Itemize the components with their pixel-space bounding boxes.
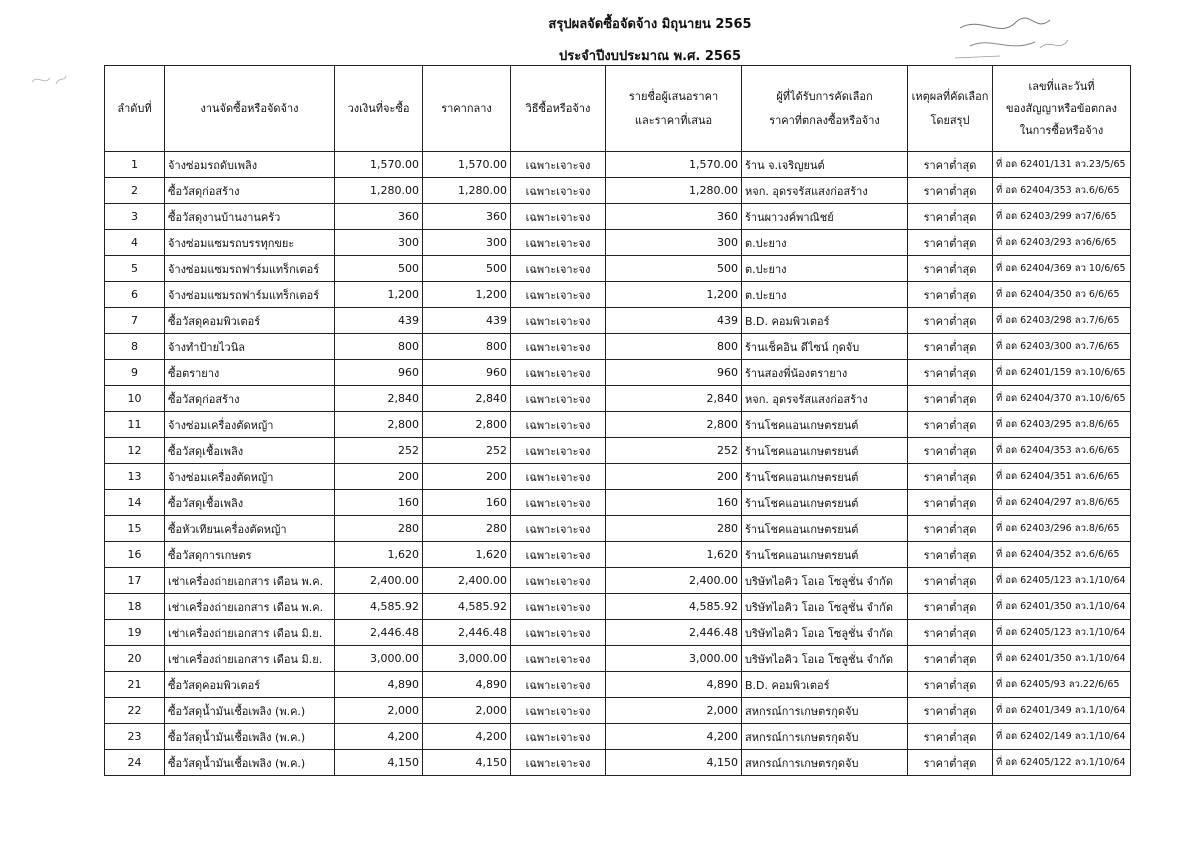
row-vendor: สหกรณ์การเกษตรกุดจับ bbox=[742, 698, 908, 724]
row-budget: 1,570.00 bbox=[335, 152, 423, 178]
row-item: ซื้อวัสดุการเกษตร bbox=[165, 542, 335, 568]
row-bid-price: 800 bbox=[606, 334, 742, 360]
table-header-row bbox=[105, 66, 1131, 152]
row-item: เช่าเครื่องถ่ายเอกสาร เดือน พ.ค. bbox=[165, 568, 335, 594]
table-row bbox=[105, 256, 1131, 282]
row-contract: ที่ อด 62402/149 ลว.1/10/64 bbox=[993, 724, 1131, 750]
row-contract: ที่ อด 62403/298 ลว.7/6/65 bbox=[993, 308, 1131, 334]
header-contract-line1: เลขที่และวันที่ bbox=[1028, 79, 1095, 93]
row-contract: ที่ อด 62404/353 ลว.6/6/65 bbox=[993, 178, 1131, 204]
row-bid-price: 960 bbox=[606, 360, 742, 386]
row-bid-price: 4,200 bbox=[606, 724, 742, 750]
row-budget: 500 bbox=[335, 256, 423, 282]
row-vendor: ร้านเช็คอิน ดีไซน์ กุดจับ bbox=[742, 334, 908, 360]
row-median-price: 439 bbox=[423, 308, 511, 334]
row-number: 12 bbox=[105, 438, 165, 464]
procurement-table bbox=[104, 65, 1131, 776]
table-row bbox=[105, 464, 1131, 490]
row-method: เฉพาะเจาะจง bbox=[511, 438, 606, 464]
row-median-price: 300 bbox=[423, 230, 511, 256]
row-bid-price: 160 bbox=[606, 490, 742, 516]
row-number: 13 bbox=[105, 464, 165, 490]
row-contract: ที่ อด 62404/353 ลว.6/6/65 bbox=[993, 438, 1131, 464]
table-row bbox=[105, 308, 1131, 334]
row-budget: 2,800 bbox=[335, 412, 423, 438]
table-row bbox=[105, 204, 1131, 230]
row-vendor: ร้านสองพี่น้องตรายาง bbox=[742, 360, 908, 386]
row-method: เฉพาะเจาะจง bbox=[511, 308, 606, 334]
row-median-price: 2,000 bbox=[423, 698, 511, 724]
row-number: 6 bbox=[105, 282, 165, 308]
header-median-price: ราคากลาง bbox=[423, 66, 511, 152]
row-vendor: ต.ปะยาง bbox=[742, 230, 908, 256]
row-contract: ที่ อด 62404/297 ลว.8/6/65 bbox=[993, 490, 1131, 516]
table-row bbox=[105, 178, 1131, 204]
header-bidders bbox=[606, 66, 742, 152]
header-budget: วงเงินที่จะซื้อ bbox=[335, 66, 423, 152]
document-title: สรุปผลจัดซื้อจัดจ้าง มิถุนายน 2565 bbox=[548, 17, 752, 32]
table-row bbox=[105, 360, 1131, 386]
row-contract: ที่ อด 62401/159 ลว.10/6/65 bbox=[993, 360, 1131, 386]
row-item: ซื้อวัสดุก่อสร้าง bbox=[165, 178, 335, 204]
header-reason-line2: โดยสรุป bbox=[930, 113, 970, 127]
row-method: เฉพาะเจาะจง bbox=[511, 672, 606, 698]
row-vendor: ร้านโชคแอนเกษตรยนต์ bbox=[742, 464, 908, 490]
row-reason: ราคาต่ำสุด bbox=[908, 152, 993, 178]
row-method: เฉพาะเจาะจง bbox=[511, 594, 606, 620]
row-method: เฉพาะเจาะจง bbox=[511, 464, 606, 490]
row-median-price: 252 bbox=[423, 438, 511, 464]
row-item: ซื้อวัสดุเชื้อเพลิง bbox=[165, 438, 335, 464]
row-vendor: ต.ปะยาง bbox=[742, 282, 908, 308]
row-number: 10 bbox=[105, 386, 165, 412]
row-bid-price: 4,150 bbox=[606, 750, 742, 776]
row-median-price: 3,000.00 bbox=[423, 646, 511, 672]
row-vendor: ร้านผาวงค์พาณิชย์ bbox=[742, 204, 908, 230]
row-method: เฉพาะเจาะจง bbox=[511, 412, 606, 438]
row-contract: ที่ อด 62405/123 ลว.1/10/64 bbox=[993, 568, 1131, 594]
row-budget: 2,000 bbox=[335, 698, 423, 724]
row-reason: ราคาต่ำสุด bbox=[908, 178, 993, 204]
table-row bbox=[105, 152, 1131, 178]
row-vendor: B.D. คอมพิวเตอร์ bbox=[742, 308, 908, 334]
header-bidders-line2: และราคาที่เสนอ bbox=[634, 113, 713, 127]
row-number: 14 bbox=[105, 490, 165, 516]
row-median-price: 1,570.00 bbox=[423, 152, 511, 178]
table-body bbox=[105, 152, 1131, 776]
row-budget: 439 bbox=[335, 308, 423, 334]
table-row bbox=[105, 334, 1131, 360]
row-item: ซื้อวัสดุน้ำมันเชื้อเพลิง (พ.ค.) bbox=[165, 698, 335, 724]
row-contract: ที่ อด 62401/350 ลว.1/10/64 bbox=[993, 646, 1131, 672]
row-reason: ราคาต่ำสุด bbox=[908, 568, 993, 594]
document-subtitle: ประจำปีงบประมาณ พ.ศ. 2565 bbox=[558, 49, 742, 64]
row-number: 2 bbox=[105, 178, 165, 204]
row-reason: ราคาต่ำสุด bbox=[908, 386, 993, 412]
row-budget: 160 bbox=[335, 490, 423, 516]
row-vendor: ร้านโชคแอนเกษตรยนต์ bbox=[742, 412, 908, 438]
row-method: เฉพาะเจาะจง bbox=[511, 152, 606, 178]
row-reason: ราคาต่ำสุด bbox=[908, 256, 993, 282]
row-reason: ราคาต่ำสุด bbox=[908, 724, 993, 750]
row-contract: ที่ อด 62401/350 ลว.1/10/64 bbox=[993, 594, 1131, 620]
row-reason: ราคาต่ำสุด bbox=[908, 204, 993, 230]
row-median-price: 500 bbox=[423, 256, 511, 282]
table-row bbox=[105, 646, 1131, 672]
row-bid-price: 439 bbox=[606, 308, 742, 334]
row-reason: ราคาต่ำสุด bbox=[908, 438, 993, 464]
row-median-price: 2,400.00 bbox=[423, 568, 511, 594]
row-method: เฉพาะเจาะจง bbox=[511, 724, 606, 750]
row-method: เฉพาะเจาะจง bbox=[511, 256, 606, 282]
row-budget: 4,585.92 bbox=[335, 594, 423, 620]
row-item: จ้างซ่อมเครื่องตัดหญ้า bbox=[165, 412, 335, 438]
row-median-price: 2,800 bbox=[423, 412, 511, 438]
row-item: จ้างซ่อมแซมรถฟาร์มแทร็กเตอร์ bbox=[165, 256, 335, 282]
row-item: ซื้อตรายาง bbox=[165, 360, 335, 386]
row-method: เฉพาะเจาะจง bbox=[511, 490, 606, 516]
row-number: 1 bbox=[105, 152, 165, 178]
row-contract: ที่ อด 62401/131 ลว.23/5/65 bbox=[993, 152, 1131, 178]
row-vendor: ร้านโชคแอนเกษตรยนต์ bbox=[742, 438, 908, 464]
row-contract: ที่ อด 62405/122 ลว.1/10/64 bbox=[993, 750, 1131, 776]
row-item: จ้างทำป้ายไวนิล bbox=[165, 334, 335, 360]
header-reason-line1: เหตุผลที่คัดเลือก bbox=[911, 89, 989, 103]
header-selected-line1: ผู้ที่ได้รับการคัดเลือก bbox=[776, 89, 873, 103]
row-number: 5 bbox=[105, 256, 165, 282]
row-bid-price: 200 bbox=[606, 464, 742, 490]
row-budget: 960 bbox=[335, 360, 423, 386]
row-bid-price: 500 bbox=[606, 256, 742, 282]
row-vendor: บริษัทไอคิว โอเอ โซลูชั่น จำกัด bbox=[742, 620, 908, 646]
table-row bbox=[105, 750, 1131, 776]
row-vendor: ร้าน จ.เจริญยนต์ bbox=[742, 152, 908, 178]
row-vendor: หจก. อุดรจรัสแสงก่อสร้าง bbox=[742, 386, 908, 412]
row-contract: ที่ อด 62404/352 ลว.6/6/65 bbox=[993, 542, 1131, 568]
row-contract: ที่ อด 62404/351 ลว.6/6/65 bbox=[993, 464, 1131, 490]
row-item: เช่าเครื่องถ่ายเอกสาร เดือน มิ.ย. bbox=[165, 620, 335, 646]
table-row bbox=[105, 620, 1131, 646]
row-item: ซื้อวัสดุคอมพิวเตอร์ bbox=[165, 308, 335, 334]
row-reason: ราคาต่ำสุด bbox=[908, 516, 993, 542]
row-number: 15 bbox=[105, 516, 165, 542]
row-number: 19 bbox=[105, 620, 165, 646]
row-median-price: 960 bbox=[423, 360, 511, 386]
row-method: เฉพาะเจาะจง bbox=[511, 750, 606, 776]
row-median-price: 360 bbox=[423, 204, 511, 230]
row-method: เฉพาะเจาะจง bbox=[511, 360, 606, 386]
row-number: 24 bbox=[105, 750, 165, 776]
row-budget: 2,400.00 bbox=[335, 568, 423, 594]
row-vendor: ร้านโชคแอนเกษตรยนต์ bbox=[742, 516, 908, 542]
row-number: 9 bbox=[105, 360, 165, 386]
row-number: 20 bbox=[105, 646, 165, 672]
row-contract: ที่ อด 62404/369 ลว 10/6/65 bbox=[993, 256, 1131, 282]
row-vendor: สหกรณ์การเกษตรกุดจับ bbox=[742, 724, 908, 750]
row-contract: ที่ อด 62405/123 ลว.1/10/64 bbox=[993, 620, 1131, 646]
row-number: 22 bbox=[105, 698, 165, 724]
row-reason: ราคาต่ำสุด bbox=[908, 230, 993, 256]
row-method: เฉพาะเจาะจง bbox=[511, 386, 606, 412]
row-reason: ราคาต่ำสุด bbox=[908, 750, 993, 776]
row-budget: 360 bbox=[335, 204, 423, 230]
row-method: เฉพาะเจาะจง bbox=[511, 620, 606, 646]
row-budget: 4,890 bbox=[335, 672, 423, 698]
row-vendor: หจก. อุดรจรัสแสงก่อสร้าง bbox=[742, 178, 908, 204]
row-bid-price: 4,585.92 bbox=[606, 594, 742, 620]
row-reason: ราคาต่ำสุด bbox=[908, 594, 993, 620]
row-median-price: 800 bbox=[423, 334, 511, 360]
row-budget: 4,150 bbox=[335, 750, 423, 776]
row-budget: 2,840 bbox=[335, 386, 423, 412]
row-contract: ที่ อด 62403/299 ลว7/6/65 bbox=[993, 204, 1131, 230]
row-item: ซื้อวัสดุก่อสร้าง bbox=[165, 386, 335, 412]
row-median-price: 200 bbox=[423, 464, 511, 490]
row-budget: 300 bbox=[335, 230, 423, 256]
row-median-price: 280 bbox=[423, 516, 511, 542]
row-budget: 200 bbox=[335, 464, 423, 490]
table-row bbox=[105, 412, 1131, 438]
table-row bbox=[105, 698, 1131, 724]
row-median-price: 4,200 bbox=[423, 724, 511, 750]
header-contract-line2: ของสัญญาหรือข้อตกลง bbox=[1006, 101, 1117, 115]
row-budget: 252 bbox=[335, 438, 423, 464]
row-reason: ราคาต่ำสุด bbox=[908, 334, 993, 360]
margin-mark-left bbox=[28, 70, 68, 90]
header-no: ลำดับที่ bbox=[105, 66, 165, 152]
row-bid-price: 360 bbox=[606, 204, 742, 230]
row-budget: 1,280.00 bbox=[335, 178, 423, 204]
handwritten-signature-top-right bbox=[940, 8, 1080, 68]
row-method: เฉพาะเจาะจง bbox=[511, 282, 606, 308]
header-bidders-line1: รายชื่อผู้เสนอราคา bbox=[628, 89, 719, 103]
row-reason: ราคาต่ำสุด bbox=[908, 620, 993, 646]
row-bid-price: 4,890 bbox=[606, 672, 742, 698]
row-item: จ้างซ่อมแซมรถฟาร์มแทร็กเตอร์ bbox=[165, 282, 335, 308]
table-row bbox=[105, 230, 1131, 256]
table-row bbox=[105, 516, 1131, 542]
row-reason: ราคาต่ำสุด bbox=[908, 308, 993, 334]
row-contract: ที่ อด 62403/300 ลว.7/6/65 bbox=[993, 334, 1131, 360]
row-reason: ราคาต่ำสุด bbox=[908, 672, 993, 698]
row-method: เฉพาะเจาะจง bbox=[511, 178, 606, 204]
row-budget: 4,200 bbox=[335, 724, 423, 750]
row-number: 3 bbox=[105, 204, 165, 230]
row-contract: ที่ อด 62401/349 ลว.1/10/64 bbox=[993, 698, 1131, 724]
row-bid-price: 252 bbox=[606, 438, 742, 464]
row-bid-price: 1,280.00 bbox=[606, 178, 742, 204]
table-row bbox=[105, 490, 1131, 516]
row-reason: ราคาต่ำสุด bbox=[908, 490, 993, 516]
header-contract bbox=[993, 66, 1131, 152]
row-bid-price: 280 bbox=[606, 516, 742, 542]
row-item: ซื้อวัสดุคอมพิวเตอร์ bbox=[165, 672, 335, 698]
row-item: ซื้อวัสดุงานบ้านงานครัว bbox=[165, 204, 335, 230]
table-row bbox=[105, 672, 1131, 698]
row-reason: ราคาต่ำสุด bbox=[908, 360, 993, 386]
row-item: เช่าเครื่องถ่ายเอกสาร เดือน มิ.ย. bbox=[165, 646, 335, 672]
row-bid-price: 1,200 bbox=[606, 282, 742, 308]
row-method: เฉพาะเจาะจง bbox=[511, 542, 606, 568]
row-number: 18 bbox=[105, 594, 165, 620]
row-budget: 1,200 bbox=[335, 282, 423, 308]
table-row bbox=[105, 724, 1131, 750]
header-reason bbox=[908, 66, 993, 152]
row-vendor: สหกรณ์การเกษตรกุดจับ bbox=[742, 750, 908, 776]
row-vendor: ร้านโชคแอนเกษตรยนต์ bbox=[742, 542, 908, 568]
table-row bbox=[105, 282, 1131, 308]
row-reason: ราคาต่ำสุด bbox=[908, 542, 993, 568]
row-vendor: B.D. คอมพิวเตอร์ bbox=[742, 672, 908, 698]
row-number: 4 bbox=[105, 230, 165, 256]
row-item: จ้างซ่อมแซมรถบรรทุกขยะ bbox=[165, 230, 335, 256]
row-item: ซื้อหัวเทียนเครื่องตัดหญ้า bbox=[165, 516, 335, 542]
row-budget: 800 bbox=[335, 334, 423, 360]
header-selected bbox=[742, 66, 908, 152]
row-bid-price: 2,446.48 bbox=[606, 620, 742, 646]
row-median-price: 2,446.48 bbox=[423, 620, 511, 646]
row-number: 16 bbox=[105, 542, 165, 568]
header-method: วิธีซื้อหรือจ้าง bbox=[511, 66, 606, 152]
row-vendor: บริษัทไอคิว โอเอ โซลูชั่น จำกัด bbox=[742, 568, 908, 594]
row-reason: ราคาต่ำสุด bbox=[908, 282, 993, 308]
row-item: ซื้อวัสดุน้ำมันเชื้อเพลิง (พ.ค.) bbox=[165, 750, 335, 776]
row-item: จ้างซ่อมเครื่องตัดหญ้า bbox=[165, 464, 335, 490]
row-median-price: 1,200 bbox=[423, 282, 511, 308]
row-item: ซื้อวัสดุเชื้อเพลิง bbox=[165, 490, 335, 516]
row-bid-price: 3,000.00 bbox=[606, 646, 742, 672]
row-bid-price: 2,800 bbox=[606, 412, 742, 438]
row-item: จ้างซ่อมรถดับเพลิง bbox=[165, 152, 335, 178]
table-row bbox=[105, 386, 1131, 412]
header-contract-line3: ในการซื้อหรือจ้าง bbox=[1019, 123, 1104, 137]
header-selected-line2: ราคาที่ตกลงซื้อหรือจ้าง bbox=[769, 113, 880, 127]
row-number: 8 bbox=[105, 334, 165, 360]
row-budget: 2,446.48 bbox=[335, 620, 423, 646]
row-median-price: 1,620 bbox=[423, 542, 511, 568]
row-contract: ที่ อด 62405/93 ลว.22/6/65 bbox=[993, 672, 1131, 698]
row-method: เฉพาะเจาะจง bbox=[511, 204, 606, 230]
row-bid-price: 300 bbox=[606, 230, 742, 256]
row-item: ซื้อวัสดุน้ำมันเชื้อเพลิง (พ.ค.) bbox=[165, 724, 335, 750]
row-budget: 1,620 bbox=[335, 542, 423, 568]
row-vendor: บริษัทไอคิว โอเอ โซลูชั่น จำกัด bbox=[742, 646, 908, 672]
row-number: 23 bbox=[105, 724, 165, 750]
row-contract: ที่ อด 62403/295 ลว.8/6/65 bbox=[993, 412, 1131, 438]
row-item: เช่าเครื่องถ่ายเอกสาร เดือน พ.ค. bbox=[165, 594, 335, 620]
row-budget: 280 bbox=[335, 516, 423, 542]
row-method: เฉพาะเจาะจง bbox=[511, 646, 606, 672]
table-row bbox=[105, 594, 1131, 620]
row-bid-price: 1,620 bbox=[606, 542, 742, 568]
row-number: 17 bbox=[105, 568, 165, 594]
table-row bbox=[105, 542, 1131, 568]
row-median-price: 4,585.92 bbox=[423, 594, 511, 620]
row-reason: ราคาต่ำสุด bbox=[908, 412, 993, 438]
row-contract: ที่ อด 62403/293 ลว6/6/65 bbox=[993, 230, 1131, 256]
row-median-price: 4,890 bbox=[423, 672, 511, 698]
row-method: เฉพาะเจาะจง bbox=[511, 516, 606, 542]
row-vendor: ร้านโชคแอนเกษตรยนต์ bbox=[742, 490, 908, 516]
row-method: เฉพาะเจาะจง bbox=[511, 568, 606, 594]
row-method: เฉพาะเจาะจง bbox=[511, 698, 606, 724]
row-number: 7 bbox=[105, 308, 165, 334]
row-bid-price: 1,570.00 bbox=[606, 152, 742, 178]
row-reason: ราคาต่ำสุด bbox=[908, 646, 993, 672]
row-number: 11 bbox=[105, 412, 165, 438]
row-contract: ที่ อด 62404/350 ลว 6/6/65 bbox=[993, 282, 1131, 308]
table-row bbox=[105, 568, 1131, 594]
row-bid-price: 2,840 bbox=[606, 386, 742, 412]
row-budget: 3,000.00 bbox=[335, 646, 423, 672]
row-method: เฉพาะเจาะจง bbox=[511, 230, 606, 256]
row-contract: ที่ อด 62403/296 ลว.8/6/65 bbox=[993, 516, 1131, 542]
row-bid-price: 2,400.00 bbox=[606, 568, 742, 594]
row-median-price: 2,840 bbox=[423, 386, 511, 412]
header-item: งานจัดซื้อหรือจัดจ้าง bbox=[165, 66, 335, 152]
row-number: 21 bbox=[105, 672, 165, 698]
table-row bbox=[105, 438, 1131, 464]
row-median-price: 160 bbox=[423, 490, 511, 516]
row-method: เฉพาะเจาะจง bbox=[511, 334, 606, 360]
row-reason: ราคาต่ำสุด bbox=[908, 698, 993, 724]
row-vendor: บริษัทไอคิว โอเอ โซลูชั่น จำกัด bbox=[742, 594, 908, 620]
row-median-price: 4,150 bbox=[423, 750, 511, 776]
row-median-price: 1,280.00 bbox=[423, 178, 511, 204]
row-contract: ที่ อด 62404/370 ลว.10/6/65 bbox=[993, 386, 1131, 412]
row-vendor: ต.ปะยาง bbox=[742, 256, 908, 282]
row-reason: ราคาต่ำสุด bbox=[908, 464, 993, 490]
row-bid-price: 2,000 bbox=[606, 698, 742, 724]
